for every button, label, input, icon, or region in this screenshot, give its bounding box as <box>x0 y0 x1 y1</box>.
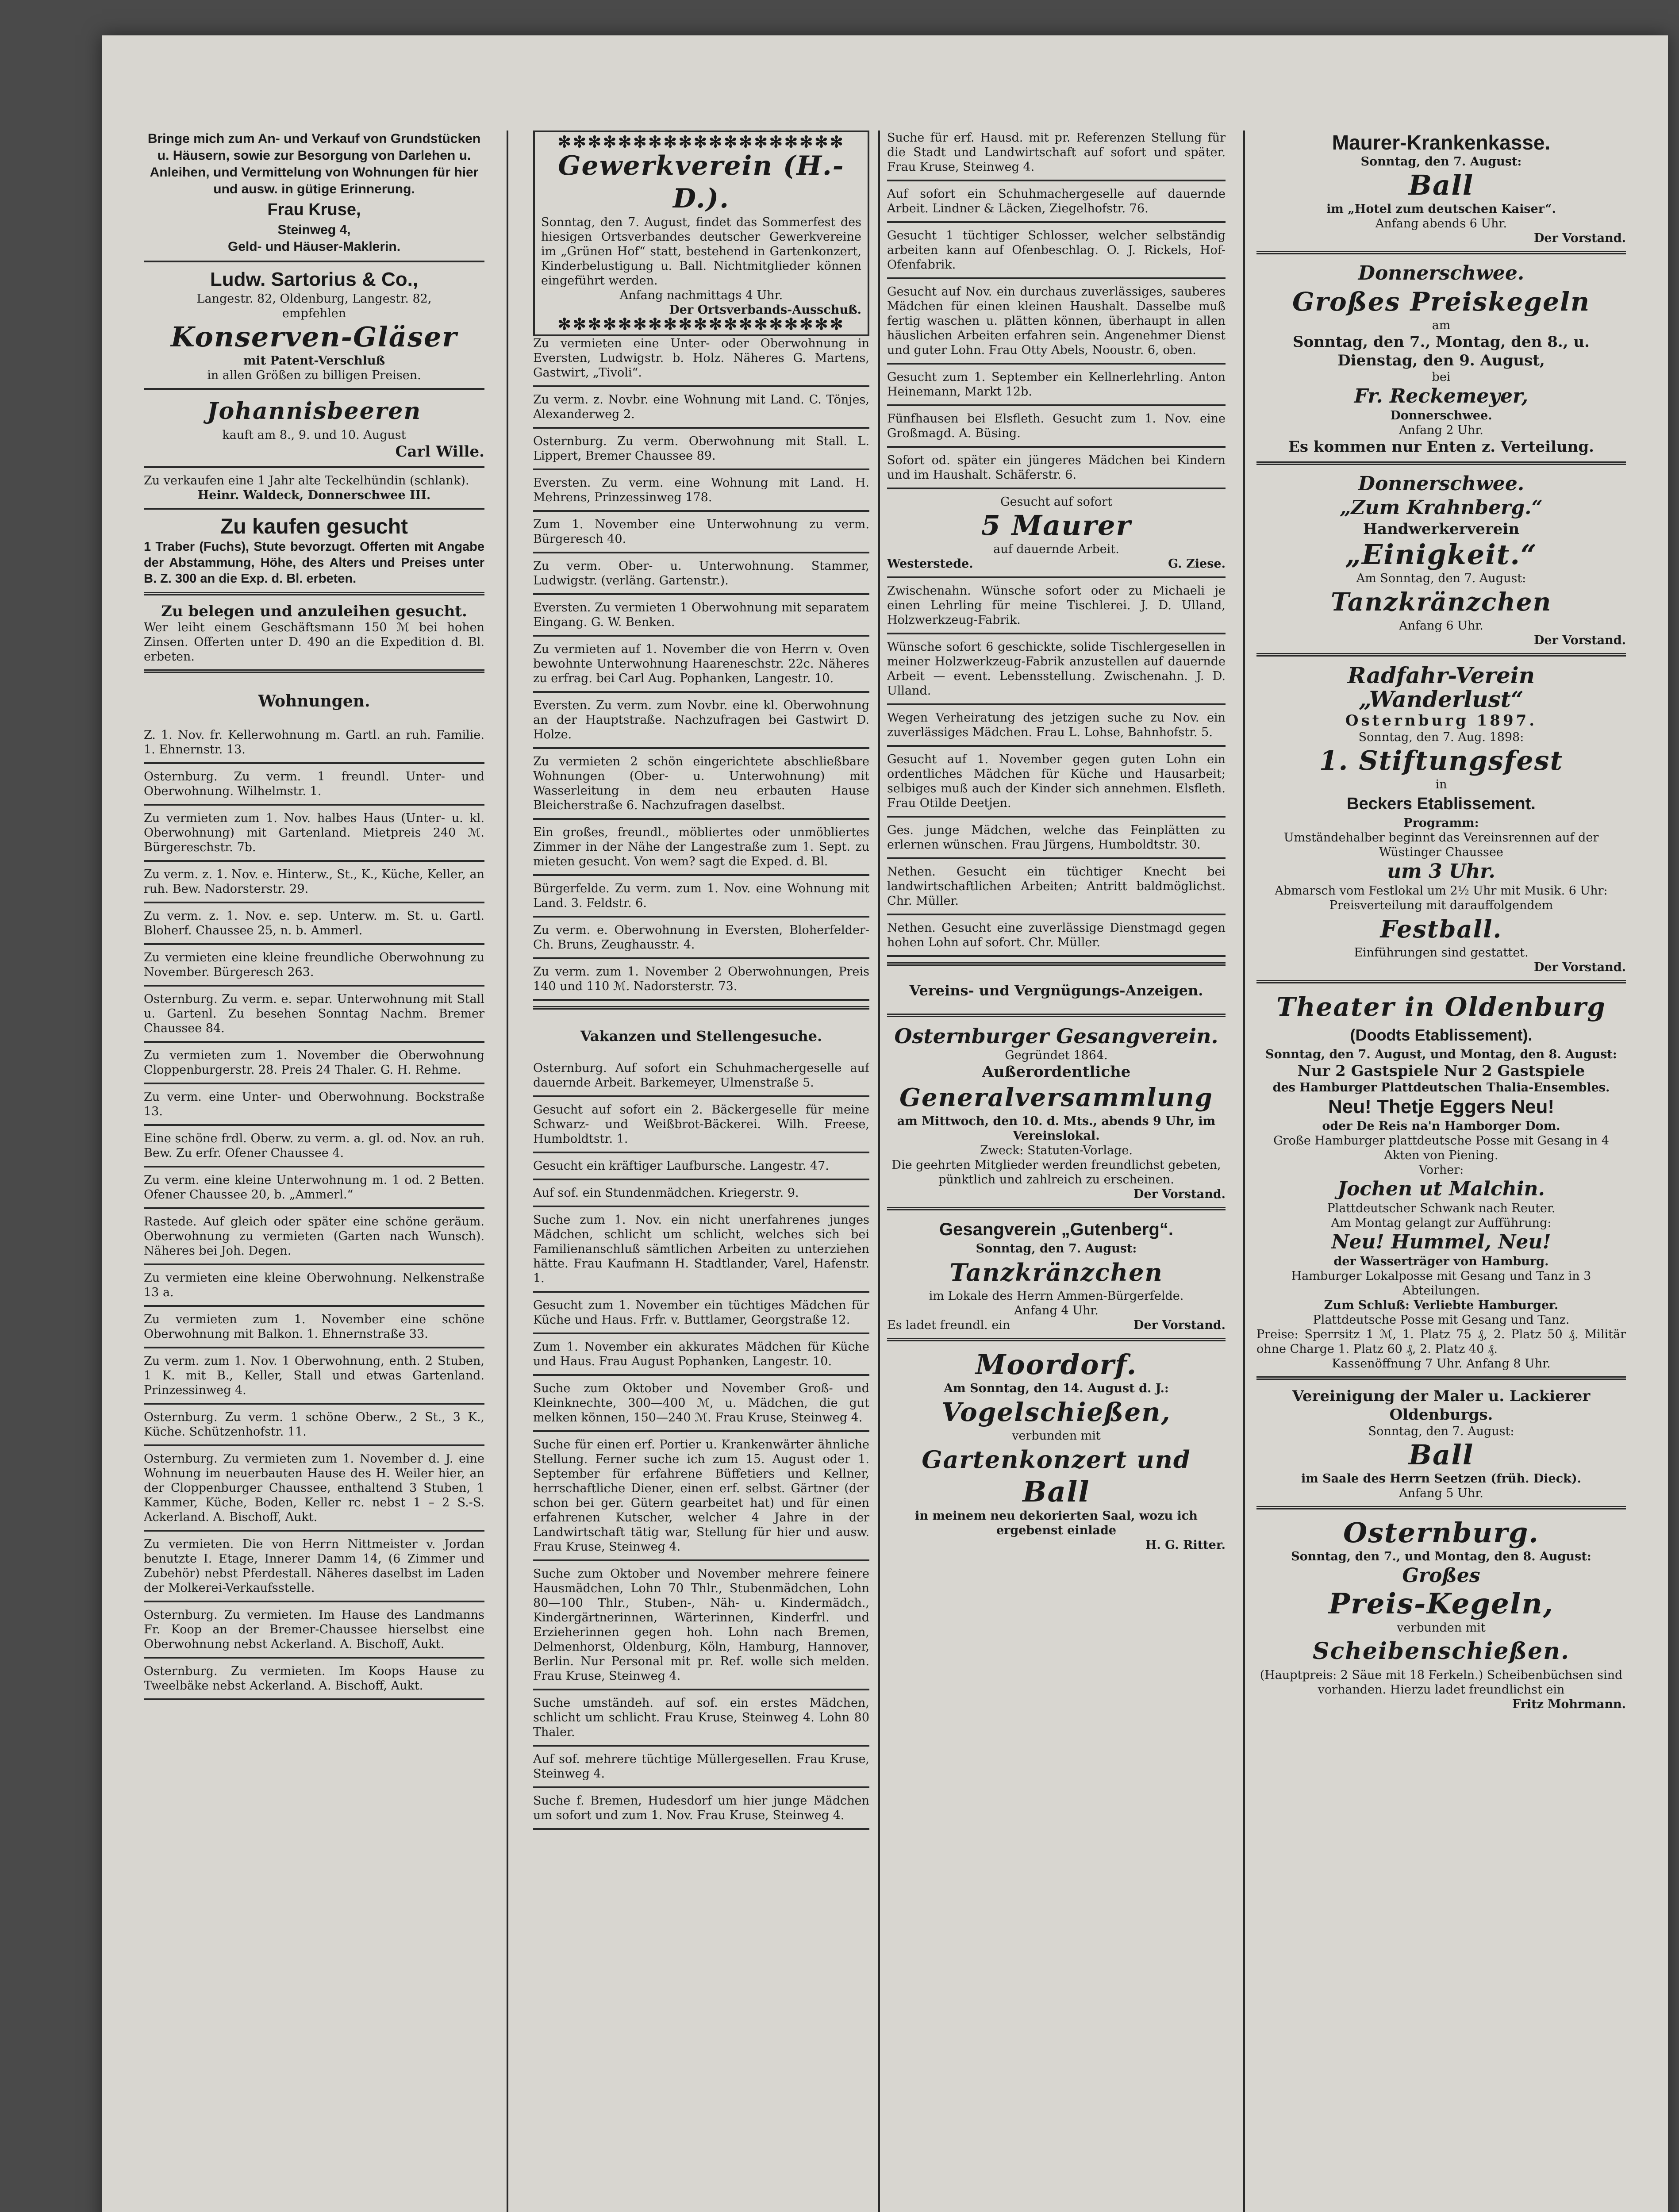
ad-text: Plattdeutsche Posse mit Gesang und Tanz. <box>1313 1313 1570 1327</box>
classified-ad: Auf sof. ein Stundenmädchen. Kriegerstr. 9. <box>533 1186 799 1200</box>
newspaper-page <box>102 35 1668 2212</box>
section-title-wohnungen: Wohnungen. <box>258 692 370 710</box>
ad-start: Anfang 5 Uhr. <box>1399 1486 1483 1500</box>
section-title-vakanzen: Vakanzen und Stellengesuche. <box>580 1028 822 1045</box>
ad-osternburg-kegeln <box>1256 1517 1626 1712</box>
ad-text: Anfang 4 Uhr. <box>1014 1304 1099 1317</box>
classified-ad: Gesucht 1 tüchtiger Schlosser, welcher selbständig arbeiten kann auf Ofenbeschlag. O. J. Rickels, Hof-Ofenfabrik. <box>887 229 1226 272</box>
ad-text: Anfang abends 6 Uhr. <box>1375 217 1507 230</box>
classified-ad: Sofort od. später ein jüngeres Mädchen bei Kindern und im Haushalt. Schäferstr. 6. <box>887 453 1226 482</box>
ad-text: Abmarsch vom Festlokal um 2½ Uhr mit Musik. 6 Uhr: Preisverteilung mit darauffolgendem <box>1275 884 1608 912</box>
ad-text: am <box>1432 319 1451 332</box>
classified-ad: Gesucht zum 1. September ein Kellnerlehrling. Anton Heinemann, Markt 12b. <box>887 370 1226 399</box>
classified-ad: Gesucht zum 1. November ein tüchtiges Mädchen für Küche und Haus. Frfr. v. Buttlamer, Georgstraße 12. <box>533 1298 869 1327</box>
column-rule <box>507 131 508 2212</box>
ad-start: Anfang 6 Uhr. <box>1399 619 1483 633</box>
ad-text: Große Hamburger plattdeutsche Posse mit Gesang in 4 Akten von Piening. <box>1273 1134 1609 1162</box>
ad-headline: Vogelschießen, <box>941 1397 1171 1427</box>
ornament: ✻✻✻✻✻✻✻✻✻✻✻✻✻✻✻✻✻✻✻ <box>557 315 845 334</box>
ad-list <box>887 131 1226 489</box>
ad-subtitle: (Doodts Etablissement). <box>1350 1026 1533 1044</box>
ad-date: Sonntag, den 7. August: <box>1368 1425 1514 1438</box>
ad-address: Steinweg 4, <box>277 223 351 237</box>
ad-title: Osternburg. <box>1343 1517 1539 1549</box>
ad-text: in meinem neu dekorierten Saal, wozu ich ergebenst einlade <box>915 1509 1198 1537</box>
classified-ad: Wegen Verheiratung des jetzigen suche zu Nov. ein zuverlässiges Mädchen. Frau L. Lohse, Bahnhofstr. 5. <box>887 711 1226 739</box>
classified-ad: Eversten. Zu verm. eine Wohnung mit Land. H. Mehrens, Prinzessinweg 178. <box>533 476 869 504</box>
ad-name: Frau Kruse, <box>267 200 361 219</box>
ad-name: Carl Wille. <box>395 443 484 461</box>
classified-ad: Zwischenahn. Wünsche sofort oder zu Michaeli je einen Lehrling für meine Tischlerei. J. D. Ulland, Holzwerkzeug-Fabrik. <box>887 584 1226 627</box>
ad-firm: Ludw. Sartorius & Co., <box>210 269 419 290</box>
classified-ad: Gesucht ein kräftiger Laufbursche. Langestr. 47. <box>533 1159 829 1173</box>
ad-text: Plattdeutscher Schwank nach Reuter. <box>1327 1202 1556 1215</box>
ad-text: (Hauptpreis: 2 Säue mit 18 Ferkeln.) Scheibenbüchsen sind vorhanden. Hierzu ladet freundlichst ein <box>1260 1668 1623 1697</box>
ad-title: Gewerkverein (H.-D.). <box>558 150 845 214</box>
classified-ad: Ein großes, freundl., möbliertes oder unmöbliertes Zimmer in der Nähe der Langestraße zum 1. Sept. zu mieten gesucht. Von wem? sagt die Exped. d. Bl. <box>533 826 869 868</box>
classified-ad: Zu vermieten zum 1. November eine schöne Oberwohnung mit Balkon. 1. Ehnernstraße 33. <box>144 1313 484 1341</box>
classified-ad: Zu verm. z. Novbr. eine Wohnung mit Land. C. Tönjes, Alexanderweg 2. <box>533 393 869 421</box>
ad-wille <box>144 395 484 461</box>
ad-title: 5 Maurer <box>981 509 1132 541</box>
ad-title: Donnerschwee. <box>1358 262 1525 284</box>
classified-ad: Osternburg. Zu vermieten zum 1. November d. J. eine Wohnung im neuerbauten Hause des H. Weiler hier, an der Cloppenburger Chaussee, enthaltend 3 Stuben, 1 Kammer, Küche, Boden, Keller rc. nebst 1 – 2 S.-S. Ackerland. A. Bischoff, Aukt. <box>144 1452 484 1524</box>
classified-ad: Osternburg. Zu verm. e. separ. Unterwohnung mit Stall u. Gartenl. Zu besehen Sonntag Nachm. Bremer Chaussee 84. <box>144 992 484 1035</box>
column-3 <box>887 131 1226 2212</box>
ad-text: auf dauernde Arbeit. <box>993 542 1119 556</box>
ad-list <box>144 728 484 1700</box>
classified-ad: Gesucht auf sofort ein 2. Bäckergeselle für meine Schwarz- und Weißbrot-Bäckerei. Wilh. Freese, Humboldtstr. 1. <box>533 1103 869 1146</box>
ad-belegen <box>144 603 484 664</box>
ad-start: Anfang 2 Uhr. <box>1399 423 1483 437</box>
ad-text: Nur 2 Gastspiele Nur 2 Gastspiele <box>1297 1062 1585 1080</box>
ad-headline: „Einigkeit.“ <box>1345 538 1537 571</box>
classified-ad: Suche umständeh. auf sof. ein erstes Mädchen, schlicht um schlicht. Frau Kruse, Steinweg 4. Lohn 80 Thaler. <box>533 1696 869 1739</box>
ad-text: Sonntag, den 7. August, findet das Sommerfest des hiesigen Ortsverbandes deutscher Gewerkvereine im „Grünen Hof“ statt, bestehend in Gartenkonzert, Kinderbelustigung u. Ball. Nichtmitglieder können eingeführt werden. <box>541 215 861 288</box>
ad-headline: Neu! Hummel, Neu! <box>1331 1231 1551 1253</box>
ad-donnerschwee-kegeln <box>1256 261 1626 456</box>
ad-text: im „Hotel zum deutschen Kaiser“. <box>1326 202 1556 216</box>
ad-list <box>533 336 869 1001</box>
ad-title: Osternburger Gesangverein. <box>894 1024 1218 1048</box>
ad-maurer <box>887 495 1226 571</box>
ad-place: Osternburg 1897. <box>1345 712 1537 730</box>
ad-name: Fr. Reckemeyer, <box>1354 385 1529 407</box>
classified-ad: Eversten. Zu verm. zum Novbr. eine kl. Oberwohnung an der Hauptstraße. Nachzufragen bei Gastwirt D. Holze. <box>533 699 869 741</box>
classified-ad: Suche für erf. Hausd. mit pr. Referenzen Stellung für die Stadt und Landwirtschaft auf sofort und später. Frau Kruse, Steinweg 4. <box>887 131 1226 174</box>
ad-theater <box>1256 991 1626 1371</box>
classified-ad: Zu verm. zum 1. Nov. 1 Oberwohnung, enth. 2 Stuben, 1 K. mit B., Keller, Stall und etwas Gartenland. Prinzessinweg 4. <box>144 1354 484 1397</box>
classified-ad: Zu verm. e. Oberwohnung in Eversten, Bloherfelder-Ch. Bruns, Zeughausstr. 4. <box>533 923 869 952</box>
ad-gesangverein <box>887 1024 1226 1202</box>
ad-text: Gegründet 1864. <box>1005 1048 1108 1062</box>
ad-title: Vereinigung der Maler u. Lackierer Oldenburgs. <box>1292 1387 1591 1424</box>
ad-text: Am Montag gelangt zur Aufführung: <box>1331 1216 1552 1230</box>
classified-ad: Gesucht auf 1. November gegen guten Lohn ein ordentliches Mädchen für Küche und Hausarbeit; selbiges muß auch der Kinder sich annehmen. Elsfleth. Frau Otilde Deetjen. <box>887 753 1226 810</box>
ad-headline: Großes Preiskegeln <box>1292 287 1591 317</box>
ad-time: um 3 Uhr. <box>1387 860 1495 883</box>
ad-place: Westerstede. <box>887 557 973 571</box>
ad-address: Langestr. 82, Oldenburg, Langestr. 82, <box>196 292 432 306</box>
ad-text: Vorher: <box>1418 1163 1464 1177</box>
classified-ad: Gesucht auf Nov. ein durchaus zuverlässiges, sauberes Mädchen für einen kleinen Haushalt. Dasselbe muß fertig waschen u. plätten können, überhaupt in allen häuslichen Arbeiten erfahren sein. Angenehmer Dienst und guter Lohn. Frau Otty Abels, Nooustr. 6, oben. <box>887 285 1226 357</box>
ad-place: Donnerschwee. <box>1390 409 1492 422</box>
ad-role: Geld- und Häuser-Maklerin. <box>227 239 401 254</box>
classified-ad: Fünfhausen bei Elsfleth. Gesucht zum 1. Nov. eine Großmagd. A. Büsing. <box>887 412 1226 440</box>
ad-name: „Wanderlust“ <box>1359 686 1524 712</box>
ad-date: Sonntag, den 7. August, und Montag, den 8. August: <box>1265 1048 1617 1061</box>
classified-ad: Suche zum 1. Nov. ein nicht unerfahrenes junges Mädchen, schlicht um schlicht, welches sich bei Familienanschluß sämtlichen Arbeiten zu unterziehen hätte. Frau Kaufmann H. Stadtlander, Varel, Hafenstr. 1. <box>533 1213 869 1285</box>
column-2 <box>533 131 869 2212</box>
ad-headline: Generalversammlung <box>899 1083 1213 1112</box>
classified-ad: Zu verm. z. 1. Nov. e. Hinterw., St., K., Küche, Keller, an ruh. Bew. Nadorsterstr. 29. <box>144 868 484 896</box>
ad-text: Programm: <box>1403 816 1479 830</box>
ad-headline: Gartenkonzert und <box>922 1445 1191 1474</box>
ad-text: Zum Schluß: Verliebte Hamburger. <box>1324 1298 1559 1312</box>
ad-text: Es ladet freundl. ein <box>887 1318 1010 1332</box>
section-title-vereins: Vereins- und Vergnügungs-Anzeigen. <box>909 982 1203 999</box>
classified-ad: Zu vermieten eine kleine freundliche Oberwohnung zu November. Bürgeresch 263. <box>144 951 484 979</box>
ad-text: Umständehalber beginnt das Vereinsrennen auf der Wüstinger Chaussee <box>1283 831 1599 859</box>
ad-title: Theater in Oldenburg <box>1276 992 1606 1022</box>
classified-ad: Zu vermieten zum 1. November die Oberwohnung Cloppenburgerstr. 28. Preis 24 Thaler. G. H. Rehme. <box>144 1048 484 1077</box>
ad-list <box>887 584 1226 957</box>
classified-ad: Zu verm. eine Unter- und Oberwohnung. Bockstraße 13. <box>144 1090 484 1118</box>
ad-title: Zu kaufen gesucht <box>220 515 408 538</box>
ad-headline: Neu! Thetje Eggers Neu! <box>1328 1096 1554 1118</box>
classified-ad: Zu vermieten zum 1. Nov. halbes Haus (Unter- u. kl. Oberwohnung) mit Gartenland. Mietpreis 240 ℳ. Bürgereschstr. 7b. <box>144 811 484 854</box>
classified-ad: Osternburg. Zu verm. 1 freundl. Unter- und Oberwohnung. Wilhelmstr. 1. <box>144 770 484 798</box>
ad-signed: Der Vorstand. <box>1133 1318 1226 1332</box>
ad-maler <box>1256 1387 1626 1501</box>
ad-signed: Der Vorstand. <box>1534 634 1626 647</box>
ad-text: Kassenöffnung 7 Uhr. Anfang 8 Uhr. <box>1332 1357 1551 1371</box>
ad-date: Sonntag, den 7. August: <box>976 1242 1137 1256</box>
ad-text: Zu verkaufen eine 1 Jahr alte Teckelhündin (schlank). <box>144 474 469 488</box>
ad-headline: 1. Stiftungsfest <box>1319 745 1564 776</box>
classified-ad: Zu verm. eine kleine Unterwohnung m. 1 od. 2 Betten. Ofener Chaussee 20, b. „Ammerl.“ <box>144 1173 484 1202</box>
classified-ad: Osternburg. Zu vermieten. Im Koops Hause zu Tweelbäke nebst Ackerland. A. Bischoff, Aukt. <box>144 1664 484 1693</box>
classified-ad: Suche zum Oktober und November mehrere feinere Hausmädchen, Lohn 70 Thlr., Stubenmädchen, Lohn 80—100 Thlr., Stuben-, Näh- u. Kindermädch., Kindergärtnerinnen, Wärterinnen, Kinderfrl. und Erzieherinnen gegen hoh. Lohn nach Bremen, Delmenhorst, Oldenburg, Köln, Hamburg, Hannover, Berlin. Nur Personal mit pr. Ref. wolle sich melden. Frau Kruse, Steinweg 4. <box>533 1567 869 1683</box>
classified-ad: Zu vermieten eine kleine Oberwohnung. Nelkenstraße 13 a. <box>144 1271 484 1299</box>
ad-moordorf <box>887 1348 1226 1552</box>
classified-ad: Zu verm. z. 1. Nov. e. sep. Unterw. m. St. u. Gartl. Bloherf. Chaussee 25, n. b. Ammerl. <box>144 909 484 937</box>
ad-note: Einführungen sind gestattet. <box>1354 946 1529 960</box>
ad-title: Moordorf. <box>975 1348 1137 1381</box>
ad-lokal: „Zum Krahnberg.“ <box>1340 496 1543 519</box>
ad-text: Außerordentliche <box>982 1063 1131 1081</box>
ad-name: H. G. Ritter. <box>1145 1538 1226 1552</box>
ad-name: G. Ziese. <box>1168 557 1226 571</box>
column-4 <box>1256 131 1626 2212</box>
ad-text: verbunden mit <box>1397 1621 1486 1635</box>
classified-ad: Osternburg. Zu vermieten. Im Hause des Landmanns Fr. Koop an der Bremer-Chaussee hierselbst eine Oberwohnung nebst Ackerland. A. Bischoff, Aukt. <box>144 1608 484 1651</box>
ad-text: Gesucht auf sofort <box>1000 495 1112 509</box>
ad-title: Donnerschwee. <box>1358 472 1525 495</box>
ad-date: Sonntag, den 7., Montag, den 8., u. Dienstag, den 9. August, <box>1293 333 1590 369</box>
classified-ad: Zu verm. zum 1. November 2 Oberwohnungen, Preis 140 und 110 ℳ. Nadorsterstr. 73. <box>533 965 869 993</box>
ad-prices: Preise: Sperrsitz 1 ℳ, 1. Platz 75 ₰, 2. Platz 50 ₰. Militär ohne Charge 1. Platz 60 ₰, 2. Platz 40 ₰. <box>1256 1328 1626 1356</box>
ad-text: im Saale des Herrn Seetzen (früh. Dieck). <box>1301 1472 1582 1486</box>
ad-text: des Hamburger Plattdeutschen Thalia-Ensembles. <box>1272 1081 1610 1094</box>
classified-ad: Nethen. Gesucht eine zuverlässige Dienstmagd gegen hohen Lohn auf sofort. Chr. Müller. <box>887 921 1226 949</box>
classified-ad: Z. 1. Nov. fr. Kellerwohnung m. Gartl. an ruh. Familie. 1. Ehnernstr. 13. <box>144 728 484 757</box>
classified-ad: Nethen. Gesucht ein tüchtiger Knecht bei landwirtschaftlichen Arbeiten; Antritt baldmöglichst. Chr. Müller. <box>887 865 1226 908</box>
ad-kaufen <box>144 515 484 587</box>
ad-date: am Mittwoch, den 10. d. Mts., abends 9 Uhr, im Vereinslokal. <box>897 1114 1216 1143</box>
ad-text: Handwerkerverein <box>1363 520 1520 538</box>
ad-text: im Lokale des Herrn Ammen-Bürgerfelde. <box>929 1289 1184 1303</box>
ad-headline: Festball. <box>1380 915 1502 943</box>
ad-where: Beckers Etablissement. <box>1347 795 1536 813</box>
ad-text: oder De Reis na'n Hamborger Dom. <box>1322 1119 1560 1133</box>
ad-text: Hamburger Lokalposse mit Gesang und Tanz in 3 Abteilungen. <box>1291 1269 1591 1298</box>
classified-ad: Osternburg. Zu verm. 1 schöne Oberw., 2 St., 3 K., Küche. Schützenhofstr. 11. <box>144 1410 484 1439</box>
ornament: ✻✻✻✻✻✻✻✻✻✻✻✻✻✻✻✻✻✻✻ <box>557 133 845 151</box>
ad-detail: mit Patent-Verschluß <box>243 354 385 368</box>
ad-gutenberg <box>887 1217 1226 1333</box>
ad-signed: Der Vorstand. <box>1133 1187 1226 1201</box>
classified-ad: Ges. junge Mädchen, welche das Feinplätten zu erlernen wünschen. Frau Jürgens, Humboldtstr. 30. <box>887 823 1226 852</box>
ad-text: 1 Traber (Fuchs), Stute bevorzugt. Offerten mit Angabe der Abstammung, Höhe, des Alters und Preises unter B. Z. 300 an die Exp. d. Bl. erbeten. <box>144 540 484 586</box>
ad-waldeck <box>144 473 484 503</box>
classified-ad: Zum 1. November ein akkurates Mädchen für Küche und Haus. Frau August Pophanken, Langestr. 10. <box>533 1340 869 1368</box>
ad-gewerkverein <box>533 131 869 336</box>
ad-date: Am Sonntag, den 7. August: <box>1356 572 1526 585</box>
ad-signed: Der Vorstand. <box>1534 960 1626 974</box>
ad-start: Anfang nachmittags 4 Uhr. <box>619 288 783 302</box>
ad-name: Heinr. Waldeck, Donnerschwee III. <box>197 488 431 502</box>
ad-title: Johannisbeeren <box>207 398 422 425</box>
ad-text: Großes <box>1402 1564 1480 1587</box>
classified-ad: Osternburg. Auf sofort ein Schuhmachergeselle auf dauernde Arbeit. Barkemeyer, Ulmenstraße 5. <box>533 1061 869 1090</box>
column-1 <box>144 131 484 2212</box>
ad-sartorius <box>144 268 484 383</box>
classified-ad: Zu vermieten eine Unter- oder Oberwohnung in Eversten, Ludwigstr. b. Holz. Näheres G. Martens, Gastwirt, „Tivoli“. <box>533 337 869 380</box>
section-title: Zu belegen und anzuleihen gesucht. <box>161 603 467 620</box>
ad-title: Radfahr-Verein <box>1347 662 1535 688</box>
ad-maurer-krankenkasse <box>1256 131 1626 246</box>
ad-text: Zweck: Statuten-Vorlage. <box>980 1144 1133 1157</box>
classified-ad: Rastede. Auf gleich oder später eine schöne geräum. Oberwohnung zu vermieten (Garten nach Wunsch). Näheres bei Joh. Degen. <box>144 1215 484 1258</box>
classified-ad: Auf sofort ein Schuhmachergeselle auf dauernde Arbeit. Lindner & Läcken, Ziegelhofstr. 76. <box>887 187 1226 215</box>
ad-donnerschwee-einigkeit <box>1256 472 1626 648</box>
classified-ad: Zum 1. November eine Unterwohnung zu verm. Bürgeresch 40. <box>533 518 869 546</box>
classified-ad: Osternburg. Zu verm. Oberwohnung mit Stall. L. Lippert, Bremer Chaussee 89. <box>533 434 869 463</box>
ad-headline: Jochen ut Malchin. <box>1337 1178 1545 1200</box>
ad-date: Sonntag, den 7. Aug. 1898: <box>1358 730 1524 744</box>
ad-text: Wer leiht einem Geschäftsmann 150 ℳ bei hohen Zinsen. Offerten unter D. 490 an die Expedition d. Bl. erbeten. <box>144 621 484 664</box>
ad-text: Die geehrten Mitglieder werden freundlichst gebeten, pünktlich und zahlreich zu erscheinen. <box>891 1158 1221 1187</box>
classified-ad: Eversten. Zu vermieten 1 Oberwohnung mit separatem Eingang. G. W. Benken. <box>533 601 869 629</box>
ad-headline: Ball <box>1408 1439 1474 1471</box>
ad-title: Maurer-Krankenkasse. <box>1332 131 1551 154</box>
column-rule <box>878 131 880 2212</box>
ad-text: bei <box>1432 370 1451 384</box>
classified-ad: Zu vermieten 2 schön eingerichtete abschließbare Wohnungen (Ober- u. Unterwohnung) mit Wasserleitung in dem neu erbauten Hause Bleicherstraße 6. Nachzufragen daselbst. <box>533 755 869 812</box>
classified-ad: Zu vermieten auf 1. November die von Herrn v. Oven bewohnte Unterwohnung Haareneschstr. 22c. Näheres zu erfrag. bei Carl Aug. Pophanken, Langestr. 10. <box>533 642 869 685</box>
ad-name: Fritz Mohrmann. <box>1512 1697 1626 1711</box>
classified-ad: Auf sof. mehrere tüchtige Müllergesellen. Frau Kruse, Steinweg 4. <box>533 1752 869 1781</box>
ad-signed: Der Ortsverbands-Ausschuß. <box>669 303 861 317</box>
ad-headline: Ball <box>1408 169 1474 201</box>
ad-text: verbunden mit <box>1012 1429 1101 1443</box>
ad-radfahr <box>1256 664 1626 975</box>
ad-headline: Scheibenschießen. <box>1312 1638 1570 1665</box>
classified-ad: Zu vermieten. Die von Herrn Nittmeister v. Jordan benutzte I. Etage, Innerer Damm 14, (6 Zimmer und Zubehör) nebst Pferdestall. Näheres daselbst im Laden der Molkerei-Verkaufsstelle. <box>144 1537 484 1595</box>
ad-date: Sonntag, den 7. August: <box>1360 155 1522 169</box>
ad-kruse <box>144 131 484 255</box>
classified-ad: Suche zum Oktober und November Groß- und Kleinknechte, 300—400 ℳ, u. Mädchen, die gut melken können, 150—240 ℳ. Frau Kruse, Steinweg 4. <box>533 1382 869 1425</box>
classified-ad: Suche f. Bremen, Hudesdorf um hier junge Mädchen um sofort und zum 1. Nov. Frau Kruse, Steinweg 4. <box>533 1794 869 1822</box>
ad-list <box>533 1061 869 1830</box>
ad-note: Es kommen nur Enten z. Verteilung. <box>1288 438 1594 456</box>
ad-headline: Preis-Kegeln, <box>1329 1587 1554 1621</box>
ad-text: empfehlen <box>282 307 346 320</box>
classified-ad: Eine schöne frdl. Oberw. zu verm. a. gl. od. Nov. an ruh. Bew. Zu erfr. Ofener Chaussee 4. <box>144 1132 484 1160</box>
ad-title: Gesangverein „Gutenberg“. <box>939 1220 1174 1239</box>
ad-text: kauft am 8., 9. und 10. August <box>222 428 406 442</box>
ad-headline: Tanzkränzchen <box>1330 588 1552 617</box>
ad-text: der Wasserträger von Hamburg. <box>1333 1255 1549 1268</box>
ad-date: Am Sonntag, den 14. August d. J.: <box>944 1382 1169 1395</box>
classified-ad: Wünsche sofort 6 geschickte, solide Tischlergesellen in meiner Holzwerkzeug-Fabrik anzustellen auf dauernde Arbeit — event. Lebensstellung. Zwischenahn. J. D. Ulland. <box>887 640 1226 698</box>
ad-headline: Tanzkränzchen <box>949 1258 1163 1286</box>
classified-ad: Bürgerfelde. Zu verm. zum 1. Nov. eine Wohnung mit Land. 3. Feldstr. 6. <box>533 882 869 910</box>
ad-signed: Der Vorstand. <box>1534 231 1626 245</box>
ad-date: Sonntag, den 7., und Montag, den 8. August: <box>1291 1550 1591 1563</box>
classified-ad: Zu verm. Ober- u. Unterwohnung. Stammer, Ludwigstr. (verläng. Gartenstr.). <box>533 559 869 588</box>
ad-text: Bringe mich zum An- und Verkauf von Grundstücken u. Häusern, sowie zur Besorgung von Darlehen u. Anleihen, und Vermittelung von Wohnungen für hier und ausw. in gütige Erinnerung. <box>147 131 481 196</box>
ad-detail: in allen Größen zu billigen Preisen. <box>207 369 421 382</box>
ad-product: Konserven-Gläser <box>171 321 457 353</box>
classified-ad: Suche für einen erf. Portier u. Krankenwärter ähnliche Stellung. Ferner suche ich zum 15. August oder 1. September für erfahrene Büffetiers und Kellner, herrschaftliche Diener, einen erf. selbst. Gärtner (der schon bei ger. Gütern gearbeitet hat) und für einen erfahrenen Kutscher, welcher 4 Jahre in der Landwirtschaft tätig war, Stellung für hier und ausw. Frau Kruse, Steinweg 4. <box>533 1438 869 1554</box>
column-rule <box>1243 131 1245 2212</box>
ad-text: in <box>1435 778 1447 791</box>
ad-headline: Ball <box>1022 1475 1090 1509</box>
